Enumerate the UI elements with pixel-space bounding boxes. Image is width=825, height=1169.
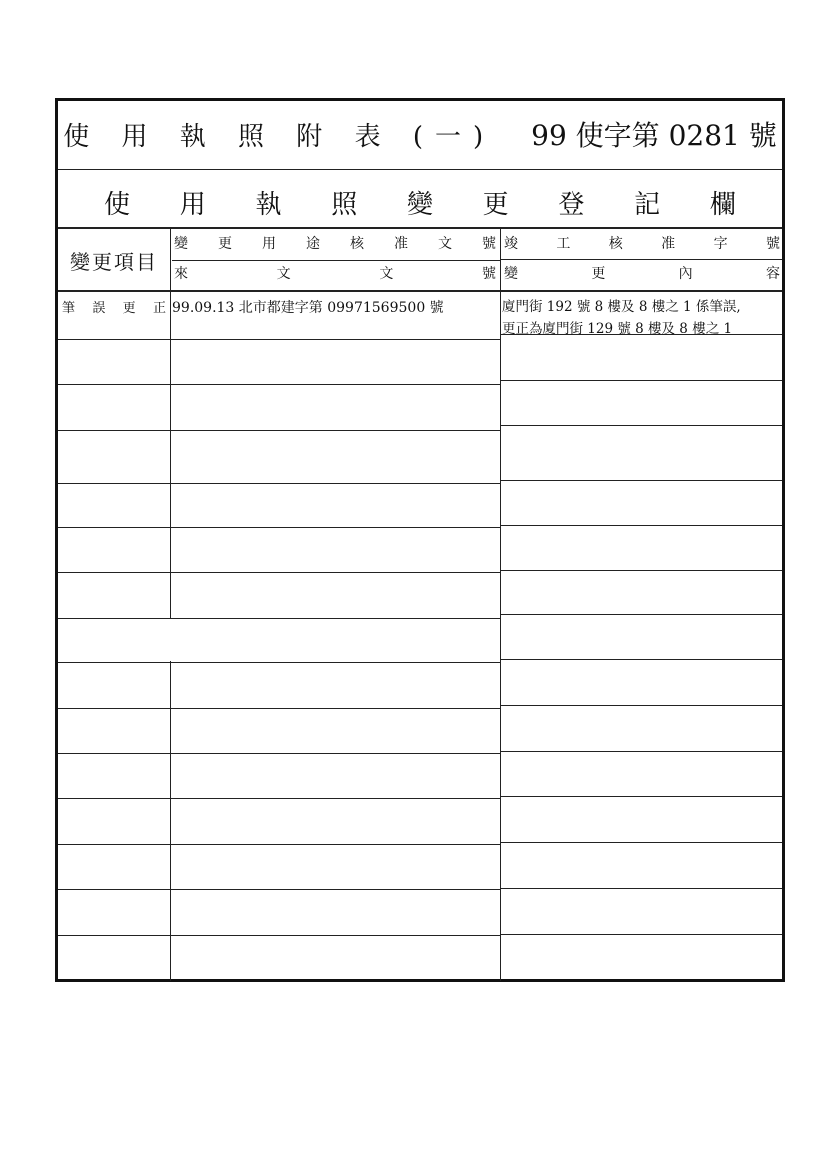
table-row-content-line1: 廈門街 192 號 8 樓及 8 樓之 1 係筆誤,: [502, 299, 741, 315]
table-row-content-line2: 更正為廈門街 129 號 8 樓及 8 樓之 1: [502, 321, 733, 337]
completion-number-header: 竣 工 核 准 字 號: [504, 236, 780, 252]
divider: [58, 169, 782, 170]
column-divider: [170, 227, 171, 619]
change-item-header: 變更項目: [70, 249, 158, 274]
column-divider: [500, 227, 501, 981]
divider: [501, 259, 782, 260]
form-title: [58, 113, 782, 159]
divider: [58, 290, 782, 292]
column-divider: [170, 661, 171, 981]
table-row-item: 筆 誤 更 正: [62, 301, 166, 316]
table-row-document: 99.09.13 北市都建字第 09971569500 號: [172, 300, 444, 316]
approval-doc-header: 變 更 用 途 核 准 文 號: [174, 236, 496, 252]
license-number: 99 使字第 0281 號: [531, 119, 777, 152]
form-title-main: 使 用 執 照 附 表 (一): [63, 122, 496, 152]
section-title: 使 用 執 照 變 更 登 記 欄: [104, 189, 736, 220]
divider: [172, 260, 500, 261]
change-content-header: 變 更 內 容: [504, 266, 780, 282]
incoming-doc-header: 來 文 文 號: [174, 266, 496, 282]
change-registration-form: [55, 98, 785, 982]
